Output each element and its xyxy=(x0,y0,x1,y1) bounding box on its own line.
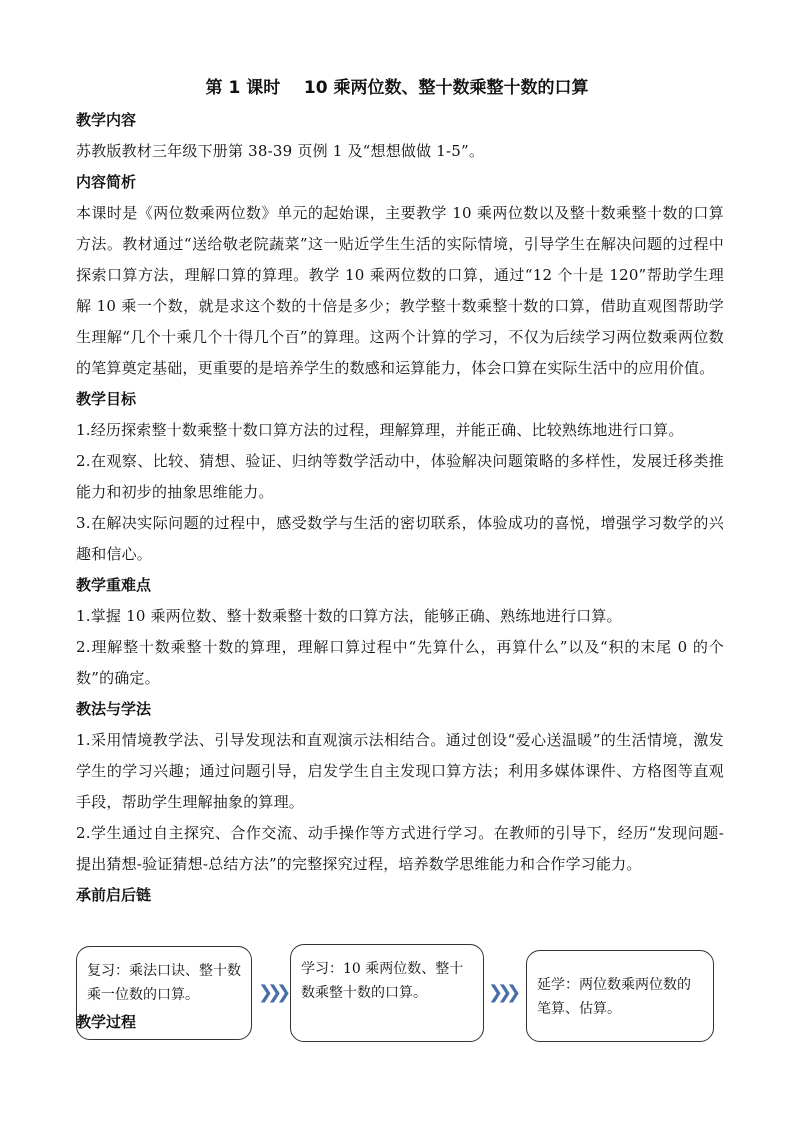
key-point-item-1: 1.掌握 10 乘两位数、整十数乘整十数的口算方法，能够正确、熟练地进行口算。 xyxy=(76,607,622,625)
content-analysis-text: 本课时是《两位数乘两位数》单元的起始课，主要教学 10 乘两位数以及整十数乘整十数的口算方法。教材通过“送给敬老院蔬菜”这一贴近学生生活的实际情境，引导学生在解决问题的过程中探索口算方法，理解口算的算理。教学 10 乘两位数的口算，通过“12 个十是 120”帮助学生理解 10 乘一个数，就是求这个数的十倍是多少；教学整十数乘整十数的口算，借助直观图帮助学生理解“几个十乘几个十得几个百”的算理。这两个计算的学习，不仅为后续学习两位数乘两位数的笔算奠定基础，更重要的是培养学生的数感和运算能力，体会口算在实际生活中的应用价值。 xyxy=(76,204,724,377)
goal-item-2: 2.在观察、比较、猜想、验证、归纳等数学活动中，体验解决问题策略的多样性，发展迁移类推能力和初步的抽象思维能力。 xyxy=(76,452,724,501)
review-box: 复习：乘法口诀、整十数乘一位数的口算。 xyxy=(76,946,252,1040)
teaching-content-text: 苏教版教材三年级下册第 38-39 页例 1 及“想想做做 1-5”。 xyxy=(76,142,485,160)
heading-key-points: 教学重难点 xyxy=(76,576,152,594)
heading-teaching-content: 教学内容 xyxy=(76,111,137,129)
extend-box: 延学：两位数乘两位数的笔算、估算。 xyxy=(526,950,714,1042)
heading-methods: 教法与学法 xyxy=(76,700,152,718)
learning-chain-diagram xyxy=(76,944,724,1044)
learn-box: 学习：10 乘两位数、整十数乘整十数的口算。 xyxy=(290,944,484,1042)
goal-item-3: 3.在解决实际问题的过程中，感受数学与生活的密切联系，体验成功的喜悦，增强学习数学的兴趣和信心。 xyxy=(76,514,724,563)
double-chevron-icon: ❯❯❯ xyxy=(488,982,516,1003)
heading-chain: 承前启后链 xyxy=(76,886,152,904)
key-point-item-2: 2.理解整十数乘整十数的算理，理解口算过程中“先算什么，再算什么”以及“积的末尾 0 的个数”的确定。 xyxy=(76,638,724,687)
goal-item-1: 1.经历探索整十数乘整十数口算方法的过程，理解算理，并能正确、比较熟练地进行口算。 xyxy=(76,421,684,439)
document-body xyxy=(76,105,724,911)
heading-content-analysis: 内容简析 xyxy=(76,173,137,191)
method-item-1: 1.采用情境教学法、引导发现法和直观演示法相结合。通过创设“爱心送温暖”的生活情境，激发学生的学习兴趣；通过问题引导，启发学生自主发现口算方法；利用多媒体课件、方格图等直观手段，帮助学生理解抽象的算理。 xyxy=(76,731,724,811)
double-chevron-icon: ❯❯❯ xyxy=(258,982,286,1003)
lesson-title: 第 1 课时 10 乘两位数、整十数乘整十数的口算 xyxy=(205,78,589,98)
heading-teaching-goals: 教学目标 xyxy=(76,390,137,408)
method-item-2: 2.学生通过自主探究、合作交流、动手操作等方式进行学习。在教师的引导下，经历“发现问题-提出猜想-验证猜想-总结方法”的完整探究过程，培养数学思维能力和合作学习能力。 xyxy=(76,824,724,873)
heading-teaching-process: 教学过程 xyxy=(76,1013,137,1031)
